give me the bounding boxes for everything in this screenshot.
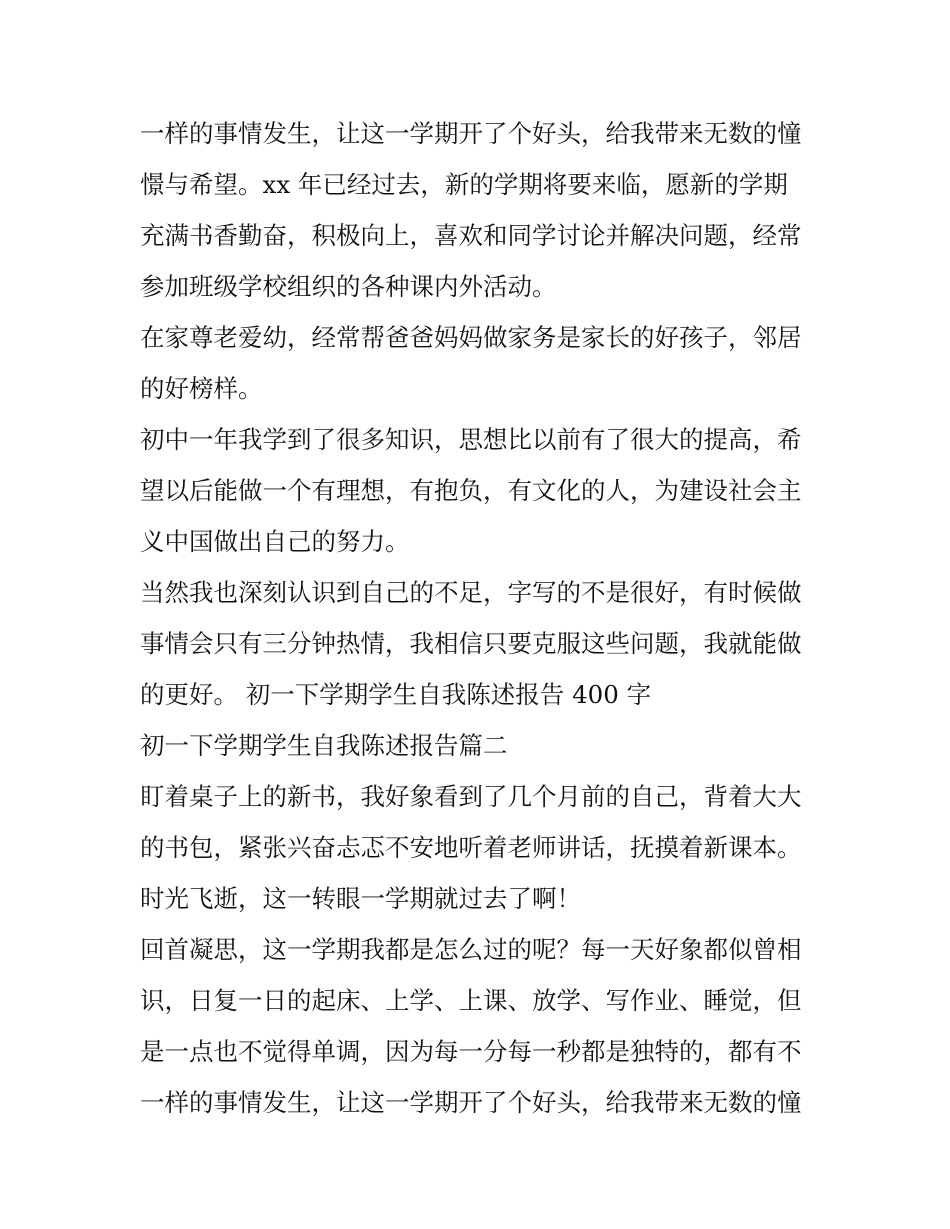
- text-line: 义中国做出自己的努力。: [140, 527, 410, 556]
- document-body: [140, 108, 820, 1128]
- text-line: 一样的事情发生，让这一学期开了个好头，给我带来无数的憧: [140, 119, 802, 148]
- text-line: 的书包，紧张兴奋忐忑不安地听着老师讲话，抚摸着新课本。: [140, 833, 802, 862]
- text-line: 的更好。 初一下学期学生自我陈述报告 400 字: [140, 680, 652, 709]
- text-line: 一样的事情发生，让这一学期开了个好头，给我带来无数的憧: [140, 1088, 802, 1117]
- text-line: 初中一年我学到了很多知识，思想比以前有了很大的提高，希: [140, 425, 802, 454]
- section-heading: 初一下学期学生自我陈述报告篇二: [140, 731, 508, 760]
- text-line: 是一点也不觉得单调，因为每一分每一秒都是独特的，都有不: [140, 1037, 802, 1066]
- text-line: 回首凝思，这一学期我都是怎么过的呢？每一天好象都似曾相: [140, 935, 802, 964]
- text-line: 识，日复一日的起床、上学、上课、放学、写作业、睡觉，但: [140, 986, 802, 1015]
- text-line: 望以后能做一个有理想，有抱负，有文化的人，为建设社会主: [140, 476, 802, 505]
- text-line: 充满书香勤奋，积极向上，喜欢和同学讨论并解决问题，经常: [140, 221, 802, 250]
- text-line: 憬与希望。xx 年已经过去，新的学期将要来临，愿新的学期: [140, 170, 788, 199]
- text-line: 的好榜样。: [140, 374, 263, 403]
- text-line: 当然我也深刻认识到自己的不足，字写的不是很好，有时候做: [140, 578, 802, 607]
- text-line: 在家尊老爱幼，经常帮爸爸妈妈做家务是家长的好孩子，邻居: [140, 323, 802, 352]
- text-line: 参加班级学校组织的各种课内外活动。: [140, 272, 557, 301]
- text-line: 时光飞逝，这一转眼一学期就过去了啊！: [140, 884, 581, 913]
- text-line: 盯着桌子上的新书，我好象看到了几个月前的自己，背着大大: [140, 782, 802, 811]
- text-line: 事情会只有三分钟热情，我相信只要克服这些问题，我就能做: [140, 629, 802, 658]
